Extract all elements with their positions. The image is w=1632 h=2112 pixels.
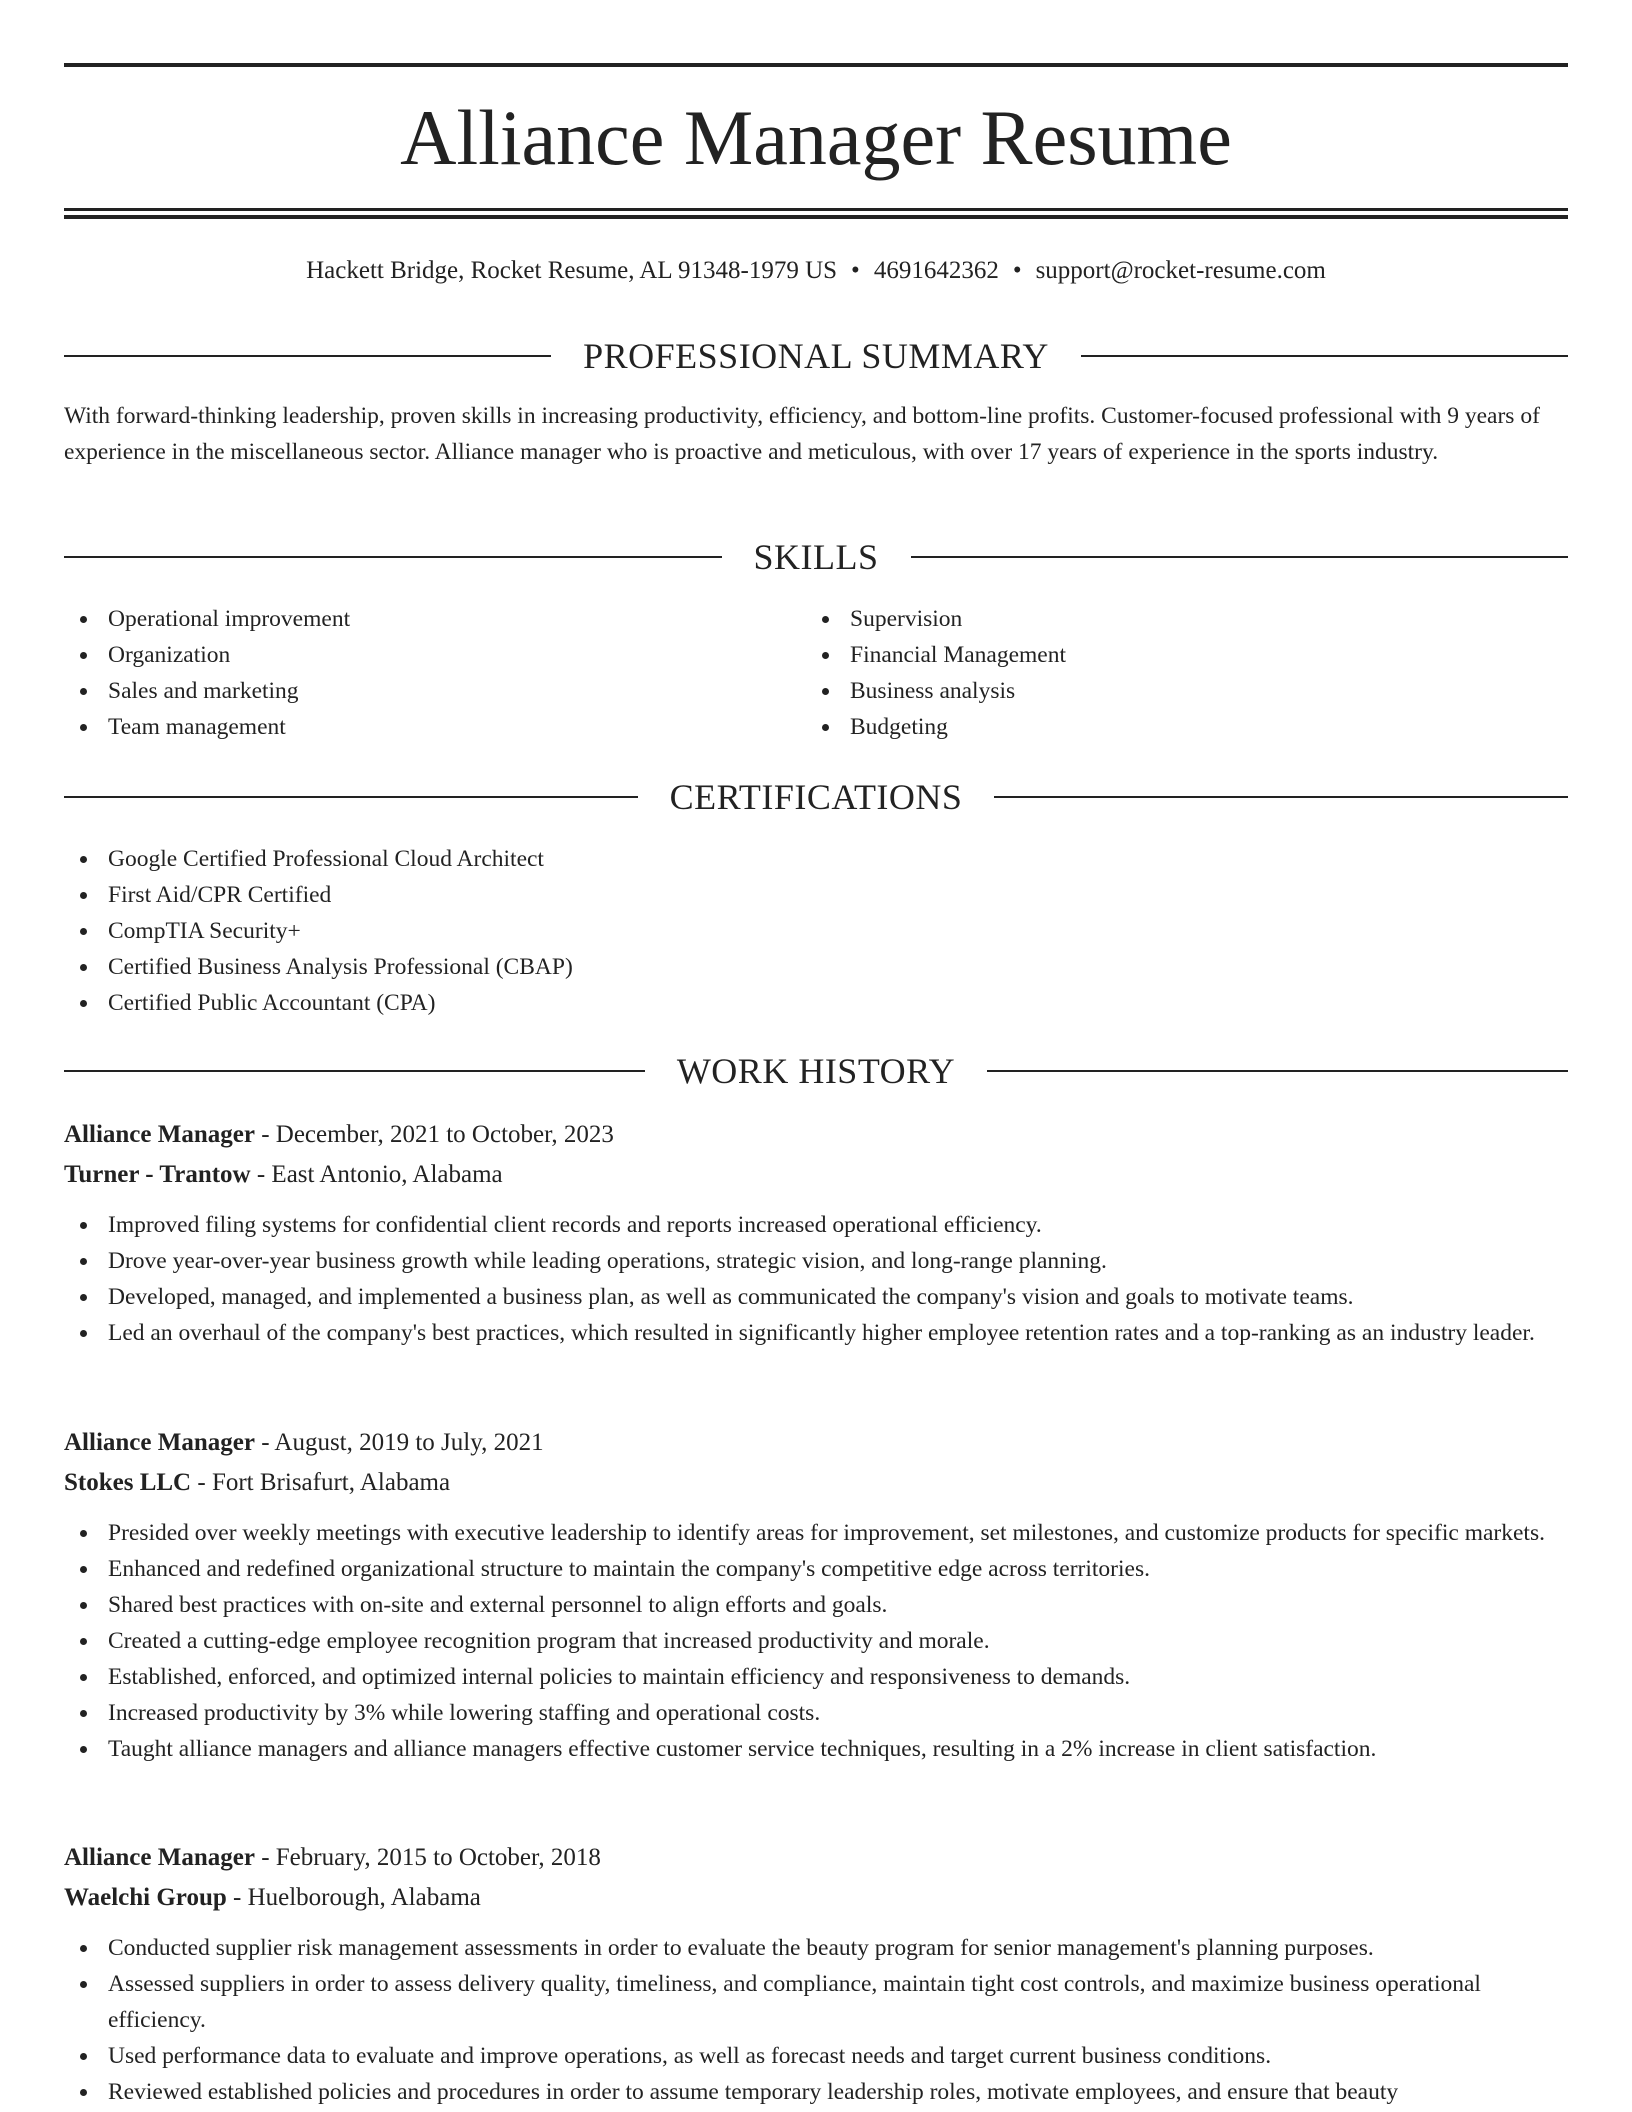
job-bullets [64, 1207, 1568, 1351]
contact-address: Hackett Bridge, Rocket Resume, AL 91348-1979 US [306, 257, 838, 284]
skill-item: Organization [64, 637, 804, 673]
resume-title: Alliance Manager Resume [400, 94, 1232, 181]
job-bullet: Led an overhaul of the company's best practices, which resulted in significantly higher employee retention rates and a top-ranking as an industry leader. [64, 1315, 1568, 1351]
job-location: - East Antonio, Alabama [250, 1161, 503, 1188]
job-dates: - August, 2019 to July, 2021 [254, 1429, 544, 1456]
heading-rule [64, 796, 638, 798]
skill-item: Operational improvement [64, 601, 804, 637]
job-bullet: Reviewed established policies and procedures in order to assume temporary leadership roles, motivate employees, and ensure that beauty [64, 2074, 1568, 2110]
skill-item: Supervision [806, 601, 1566, 637]
certification-item: CompTIA Security+ [64, 913, 1568, 949]
contact-email: support@rocket-resume.com [1035, 257, 1326, 284]
title-rule-upper [64, 208, 1568, 211]
skills-list-right [806, 601, 1566, 745]
job-location: - Huelborough, Alabama [226, 1884, 481, 1911]
job-dates: - February, 2015 to October, 2018 [254, 1844, 601, 1871]
skill-item: Business analysis [806, 673, 1566, 709]
contact-separator: • [851, 257, 860, 284]
job-bullet: Assessed suppliers in order to assess delivery quality, timeliness, and compliance, maintain tight cost controls, and maximize business operational efficiency. [64, 1966, 1568, 2038]
section-heading-label: PROFESSIONAL SUMMARY [583, 336, 1049, 376]
job-entry [64, 1838, 1568, 2110]
heading-rule [911, 556, 1569, 558]
section-heading-summary [64, 334, 1568, 378]
title-rule-lower [64, 215, 1568, 219]
job-company: Turner - Trantow [64, 1161, 251, 1188]
job-bullet: Presided over weekly meetings with executive leadership to identify areas for improvement, set milestones, and customize products for specific markets. [64, 1515, 1568, 1551]
job-bullets [64, 1930, 1568, 2110]
job-entry [64, 1423, 1568, 1767]
contact-line [64, 253, 1568, 289]
heading-rule [987, 1070, 1568, 1072]
job-bullets [64, 1515, 1568, 1767]
job-company: Waelchi Group [64, 1884, 227, 1911]
section-heading-work-history [64, 1049, 1568, 1093]
job-title-line [64, 1115, 1568, 1155]
certification-item: Certified Public Accountant (CPA) [64, 985, 1568, 1021]
section-heading-label: CERTIFICATIONS [669, 777, 963, 817]
job-bullet: Conducted supplier risk management assessments in order to evaluate the beauty program for senior management's planning purposes. [64, 1930, 1568, 1966]
heading-rule [994, 796, 1568, 798]
job-bullet: Increased productivity by 3% while lowering staffing and operational costs. [64, 1695, 1568, 1731]
skills-list-left [64, 601, 804, 745]
job-company-line [64, 1155, 1568, 1195]
skill-item: Budgeting [806, 709, 1566, 745]
heading-rule [64, 1070, 645, 1072]
certification-item: First Aid/CPR Certified [64, 877, 1568, 913]
job-company: Stokes LLC [64, 1469, 192, 1496]
section-heading-skills [64, 535, 1568, 579]
job-title-line [64, 1423, 1568, 1463]
certification-item: Certified Business Analysis Professional (CBAP) [64, 949, 1568, 985]
certifications-list [64, 841, 1568, 1021]
job-bullet: Shared best practices with on-site and external personnel to align efforts and goals. [64, 1587, 1568, 1623]
certification-item: Google Certified Professional Cloud Architect [64, 841, 1568, 877]
skill-item: Team management [64, 709, 804, 745]
job-entry [64, 1115, 1568, 1351]
job-role: Alliance Manager [64, 1429, 255, 1456]
contact-phone: 4691642362 [873, 257, 999, 284]
summary-text: With forward-thinking leadership, proven skills in increasing productivity, efficiency, and bottom-line profits. Customer-focused professional with 9 years of experience in the miscellaneous sector. Alliance manager who is proactive and meticulous, with over 17 years of experience in the sports industry. [64, 403, 1540, 465]
job-bullet: Developed, managed, and implemented a business plan, as well as communicated the company's vision and goals to motivate teams. [64, 1279, 1568, 1315]
heading-rule [64, 556, 722, 558]
job-role: Alliance Manager [64, 1121, 255, 1148]
job-title-line [64, 1838, 1568, 1878]
job-bullet: Used performance data to evaluate and improve operations, as well as forecast needs and target current business conditions. [64, 2038, 1568, 2074]
skill-item: Sales and marketing [64, 673, 804, 709]
job-role: Alliance Manager [64, 1844, 255, 1871]
job-bullet: Created a cutting-edge employee recognition program that increased productivity and morale. [64, 1623, 1568, 1659]
section-heading-label: SKILLS [753, 537, 879, 577]
job-company-line [64, 1463, 1568, 1503]
skill-item: Financial Management [806, 637, 1566, 673]
top-rule [64, 63, 1568, 67]
contact-separator: • [1012, 257, 1022, 284]
job-bullet: Improved filing systems for confidential client records and reports increased operational efficiency. [64, 1207, 1568, 1243]
section-heading-label: WORK HISTORY [676, 1051, 956, 1091]
section-heading-certifications [64, 775, 1568, 819]
job-bullet: Taught alliance managers and alliance managers effective customer service techniques, resulting in a 2% increase in client satisfaction. [64, 1731, 1568, 1767]
job-company-line [64, 1878, 1568, 1918]
heading-rule [64, 355, 551, 357]
heading-rule [1081, 355, 1568, 357]
job-bullet: Enhanced and redefined organizational structure to maintain the company's competitive edge across territories. [64, 1551, 1568, 1587]
job-location: - Fort Brisafurt, Alabama [191, 1469, 451, 1496]
job-dates: - December, 2021 to October, 2023 [254, 1121, 614, 1148]
job-bullet: Drove year-over-year business growth while leading operations, strategic vision, and long-range planning. [64, 1243, 1568, 1279]
job-bullet: Established, enforced, and optimized internal policies to maintain efficiency and responsiveness to demands. [64, 1659, 1568, 1695]
